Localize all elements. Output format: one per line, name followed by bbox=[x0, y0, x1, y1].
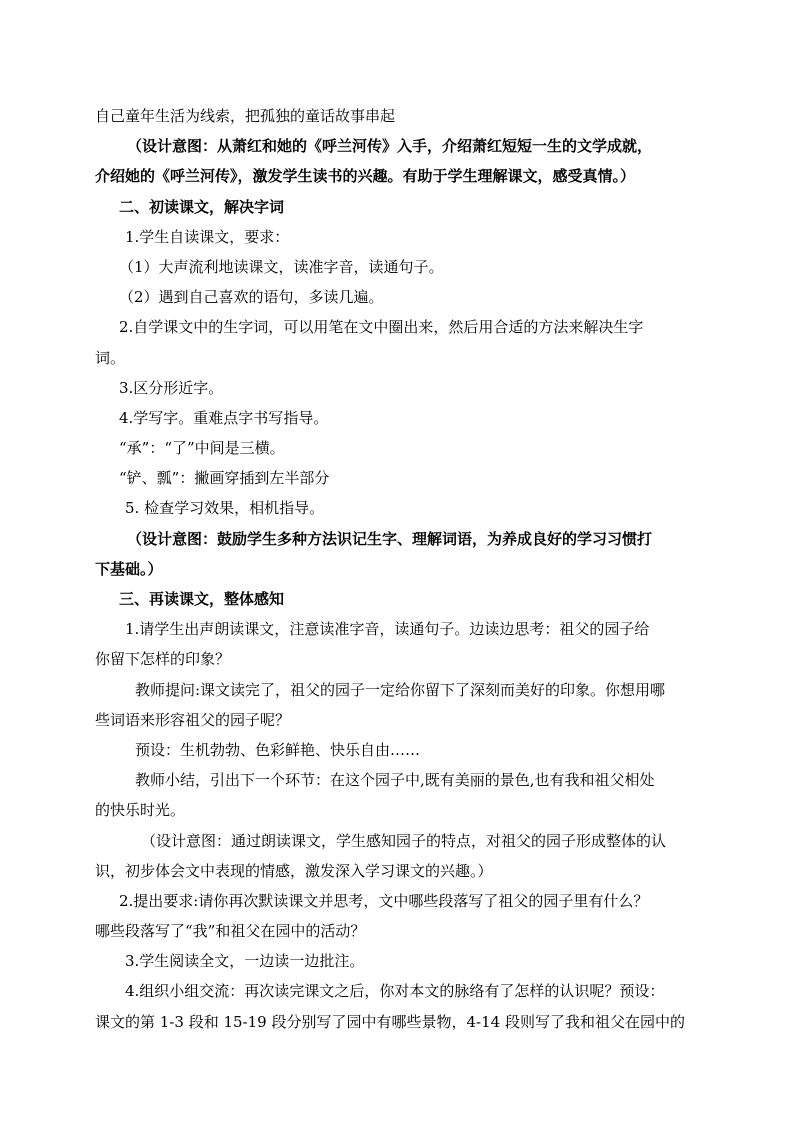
design-intent-paragraph: （设计意图：通过朗读课文，学生感知园子的特点，对祖父的园子形成整体的认 bbox=[141, 831, 667, 850]
text-line: 的快乐时光。 bbox=[95, 801, 186, 820]
text-line: 些词语来形容祖父的园子呢？ bbox=[95, 710, 291, 729]
text-line: 课文的第 1-3 段和 15-19 段分别写了园中有哪些景物，4-14 段则写了我和祖父在园中的 bbox=[95, 1012, 685, 1031]
text-line: 2.提出要求:请你再次默读课文并思考，文中哪些段落写了祖父的园子里有什么？ bbox=[119, 891, 649, 910]
text-line: “承”：“了”中间是三横。 bbox=[119, 439, 285, 458]
text-line: 1.学生自读课文，要求： bbox=[125, 227, 290, 246]
design-intent-paragraph: （设计意图：从萧红和她的《呼兰河传》入手，介绍萧红短短一生的文学成就， bbox=[127, 137, 653, 156]
design-intent-paragraph: 下基础。） bbox=[95, 559, 163, 578]
text-line: （2）遇到自己喜欢的语句，多读几遍。 bbox=[119, 288, 384, 307]
text-line: 自己童年生活为线索，把孤独的童话故事串起 bbox=[95, 107, 396, 125]
text-line: “铲、瓢”：撇画穿插到左半部分 bbox=[119, 469, 330, 488]
text-line: 4.组织小组交流：再次读完课文之后，你对本文的脉络有了怎样的认识呢？预设： bbox=[125, 982, 665, 1001]
text-line: 你留下怎样的印象？ bbox=[95, 650, 231, 669]
text-line: 3.学生阅读全文，一边读一边批注。 bbox=[125, 952, 365, 971]
text-line: （1）大声流利地读课文，读准字音，读通句子。 bbox=[119, 257, 444, 276]
design-intent-paragraph: 介绍她的《呼兰河传》，激发学生读书的兴趣。有助于学生理解课文，感受真情。） bbox=[95, 167, 636, 186]
text-line: 词。 bbox=[95, 348, 126, 367]
text-line: 教师小结，引出下一个环节：在这个园子中,既有美丽的景色,也有我和祖父相处 bbox=[135, 771, 655, 790]
design-intent-paragraph: 识，初步体会文中表现的情感，激发深入学习课文的兴趣。） bbox=[95, 861, 493, 880]
text-line: 5. 检查学习效果，相机指导。 bbox=[125, 499, 325, 518]
design-intent-paragraph: （设计意图：鼓励学生多种方法识记生字、理解词语，为养成良好的学习习惯打 bbox=[127, 529, 653, 548]
text-line: 预设：生机勃勃、色彩鲜艳、快乐自由…… bbox=[135, 740, 421, 759]
text-line: 4.学写字。重难点字书写指导。 bbox=[119, 408, 329, 427]
text-line: 哪些段落写了“我”和祖父在园中的活动？ bbox=[95, 922, 366, 941]
section-heading: 二、初读课文，解决字词 bbox=[119, 197, 285, 216]
text-line: 2.自学课文中的生字词，可以用笔在文中圈出来，然后用合适的方法来解决生字 bbox=[119, 318, 644, 337]
text-line: 教师提问:课文读完了，祖父的园子一定给你留下了深刻而美好的印象。你想用哪 bbox=[135, 680, 666, 699]
section-heading: 三、再读课文，整体感知 bbox=[119, 590, 285, 608]
text-line: 3.区分形近字。 bbox=[119, 378, 224, 397]
text-line: 1.请学生出声朗读课文，注意读准字音，读通句子。边读边思考：祖父的园子给 bbox=[125, 620, 650, 639]
document-body bbox=[95, 101, 705, 1037]
